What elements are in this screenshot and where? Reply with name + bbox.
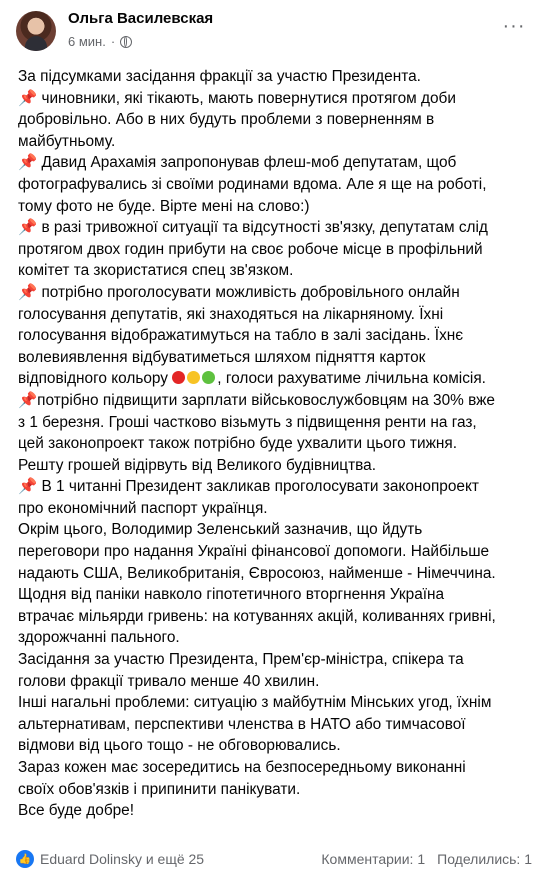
author-name[interactable]: Ольга Василевская: [68, 10, 214, 27]
post-text-line: волевиявлення відбуватиметься шляхом підняття карток: [18, 348, 426, 366]
post-time[interactable]: 6 мин.: [68, 34, 106, 49]
post-text-line: альтернативам, перспективи членства в НАТО або тимчасової: [18, 715, 466, 733]
post-text-line: голосування депутатів, які знаходяться на лікарняному. Їхні: [18, 305, 444, 323]
post-text-line: голови фракції тривало менше 40 хвилин.: [18, 672, 320, 690]
post-text-line: Інші нагальні проблеми: ситуацію з майбутнім Мінських угод, їхнім: [18, 694, 492, 712]
vote-card-red-icon: [172, 371, 185, 384]
like-icon: 👍: [16, 850, 34, 868]
post-text-line: За підсумками засідання фракції за участю Президента.: [18, 68, 421, 85]
post-text-fragment: відповідного кольору: [18, 370, 168, 388]
post-text-line: здорожчанні пального.: [18, 629, 180, 647]
post-stats: [321, 851, 532, 867]
post-text-line: 📌 В 1 читанні Президент закликав проголосувати законопроект: [18, 478, 479, 496]
post-text-line: майбутньому.: [18, 132, 116, 150]
post-text-line: Все буде добре!: [18, 802, 135, 820]
post-text-line: 📌 чиновники, які тікають, мають повернутися протягом доби: [18, 89, 456, 107]
post-header: [16, 8, 528, 58]
post-text-line: протягом двох годин прибути на своє робоче місце в профільний: [18, 240, 483, 258]
post-text-line: 📌потрібно підвищити зарплати військовослужбовцям на 30% вже: [18, 391, 495, 409]
post-text-line: фотографувались зі своїми родинами вдома. Але я ще на роботі,: [18, 175, 487, 193]
post-text-line: переговори про надання Україні фінансової допомоги. Найбільше: [18, 543, 490, 561]
post-text-line: добровільно. Або в них будуть проблеми з поверненням в: [18, 111, 435, 129]
post-text-line: Окрім цього, Володимир Зеленський зазначив, що йдуть: [18, 521, 423, 539]
post-text-line: надають США, Великобританія, Євросоюз, найменше - Німеччина.: [18, 564, 496, 582]
post-text-line: 📌 Давид Арахамія запропонував флеш-моб депутатам, щоб: [18, 154, 457, 172]
post-text-line: про економічний паспорт українця.: [18, 499, 268, 517]
post-text: [18, 66, 528, 822]
post-text-line: голосування відображатимуться на табло в залі засідань. Їхнє: [18, 327, 464, 345]
post-text-line: цей законопроект також потрібно буде ухвалити цього тижня.: [18, 435, 457, 453]
avatar[interactable]: [16, 11, 56, 51]
post-text-line: Щодня від паніки навколо гіпотетичного вторгнення Україна: [18, 586, 445, 604]
post-meta: [68, 34, 132, 49]
post-text-line: Зараз кожен має зосередитись на безпосередньому виконанні: [18, 759, 466, 776]
post-text-line: тому фото не буде. Вірте мені на слово:): [18, 197, 310, 215]
globe-icon[interactable]: [120, 36, 132, 48]
vote-card-yellow-icon: [187, 371, 200, 384]
post-text-line: [18, 368, 528, 390]
vote-card-green-icon: [202, 371, 215, 384]
post-text-fragment: , голоси рахуватиме лічильна комісія.: [217, 370, 486, 388]
reactions-count[interactable]: Eduard Dolinsky и ещё 25: [40, 851, 205, 867]
post-text-line: своїх обов'язків і припинити панікувати.: [18, 780, 301, 798]
shares-count[interactable]: Поделились: 1: [437, 851, 532, 867]
more-options-button[interactable]: ···: [502, 14, 526, 37]
post-text-line: Засідання за участю Президента, Прем'єр-міністра, спікера та: [18, 651, 464, 669]
post-text-line: відмови від цього тощо - не обговорювались.: [18, 737, 341, 755]
post-text-line: Решту грошей відірвуть від Великого будівництва.: [18, 456, 376, 474]
post-text-line: 📌 в разі тривожної ситуації та відсутності зв'язку, депутатам слід: [18, 219, 488, 237]
post-footer: [16, 846, 532, 872]
post-text-line: 📌 потрібно проголосувати можливість добровільного онлайн: [18, 283, 460, 301]
post-text-line: комітет та зкористатися спец зв'язком.: [18, 262, 294, 280]
meta-separator: ·: [110, 34, 116, 49]
comments-count[interactable]: Комментарии: 1: [321, 851, 426, 867]
post-text-line: з 1 березня. Гроші частково візьмуть з підвищення ренти на газ,: [18, 413, 477, 431]
post-text-line: втрачає мільярди гривень: на котуваннях акцій, коливаннях гривні,: [18, 607, 496, 625]
